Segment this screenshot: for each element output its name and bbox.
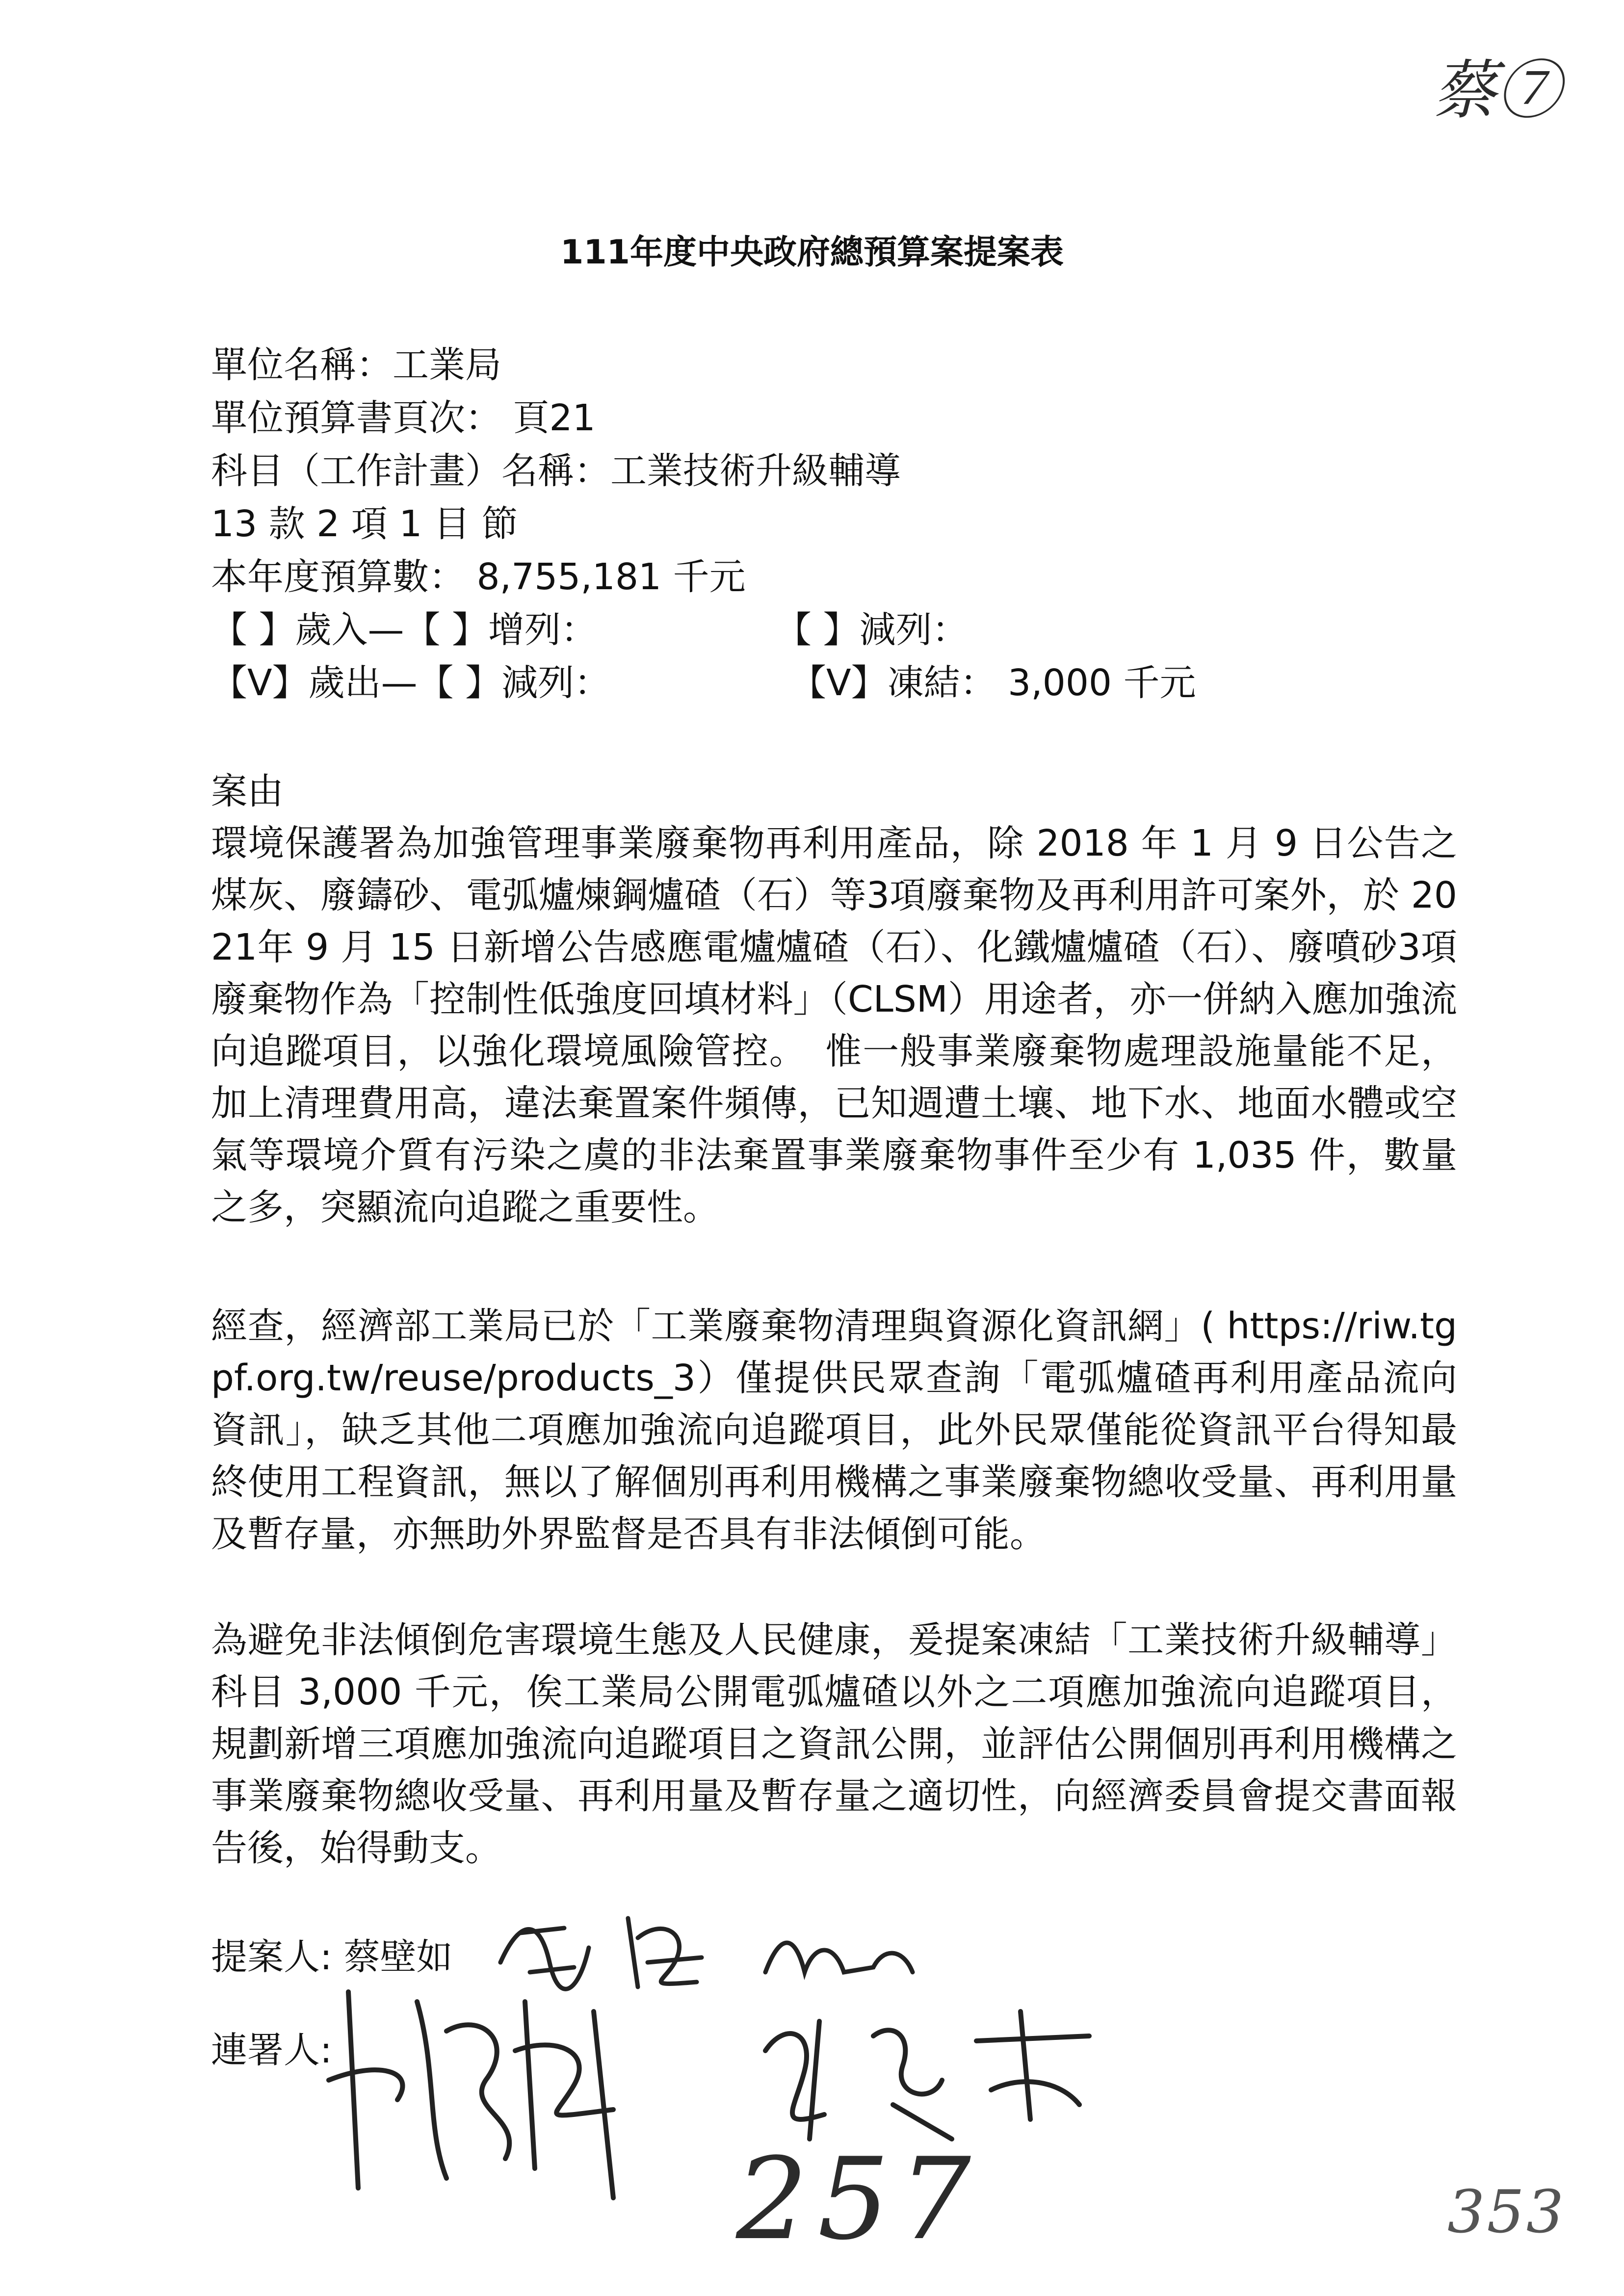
expense-decrease: 【V】歲出—【 】減列： <box>211 662 611 704</box>
proposal-meta <box>211 339 1487 709</box>
case-heading: 案由 <box>211 770 284 812</box>
resolution-section <box>211 1614 1457 1874</box>
case-paragraph-2: 經查，經濟部工業局已於「工業廢棄物清理與資源化資訊網」( https://riw.tgpf.org.tw/reuse/products_3）僅提供民眾查詢「電弧爐碴再利用產品流向資訊」，缺乏其他二項應加強流向追蹤項目，此外民眾僅能從資訊平台得知最終使用工程資訊，無以了解個別再利用機構之事業廢棄物總收受量、再利用量及暫存量，亦無助外界監督是否具有非法傾倒可能。 <box>211 1305 1457 1555</box>
stamp-number: 257 <box>736 2134 981 2265</box>
revenue-increase: 【 】歲入—【 】增列： <box>211 609 598 651</box>
proposer-label: 提案人: 蔡壁如 <box>211 1936 453 1978</box>
document-title: 111年度中央政府總預算案提案表 <box>560 233 1064 272</box>
corner-handwritten-mark: 蔡⑦ <box>1433 53 1561 128</box>
findings-section <box>211 1300 1457 1560</box>
case-section <box>211 765 1457 1233</box>
annual-budget: 本年度預算數： 8,755,181 千元 <box>211 556 746 598</box>
budget-codes: 13 款 2 項 1 目 節 <box>211 503 518 545</box>
case-paragraph-3: 為避免非法傾倒危害環境生態及人民健康，爰提案凍結「工業技術升級輔導」科目 3,000 千元，俟工業局公開電弧爐碴以外之二項應加強流向追蹤項目，規劃新增三項應加強流向追蹤項目之資訊公開，並評估公開個別再利用機構之事業廢棄物總收受量、再利用量及暫存量之適切性，向經濟委員會提交書面報告後，始得動支。 <box>211 1619 1457 1869</box>
unit-name: 單位名稱：工業局 <box>211 344 501 386</box>
revenue-decrease: 【 】減列： <box>775 609 969 651</box>
budget-page: 單位預算書頁次： 頁21 <box>211 397 596 439</box>
page-number: 353 <box>1447 2178 1566 2246</box>
cosigner-label: 連署人: <box>211 2029 332 2071</box>
cosigner-signature-1-icon <box>319 1972 662 2208</box>
case-paragraph-1: 環境保護署為加強管理事業廢棄物再利用產品，除 2018 年 1 月 9 日公告之煤灰、廢鑄砂、電弧爐煉鋼爐碴（石）等3項廢棄物及再利用許可案外，於 2021年 9 月 15 日新增公告感應電爐爐碴（石）、化鐵爐爐碴（石）、廢噴砂3項廢棄物作為「控制性低強度回填材料」（CLSM）用途者，亦一併納入應加強流向追蹤項目，以強化環境風險管控。 惟一般事業廢棄物處理設施量能不足，加上清理費用高，違法棄置案件頻傳，已知週遭土壤、地下水、地面水體或空氣等環境介質有污染之虞的非法棄置事業廢棄物事件至少有 1,035 件，數量之多，突顯流向追蹤之重要性。 <box>211 822 1457 1228</box>
subject-name: 科目（工作計畫）名稱：工業技術升級輔導 <box>211 450 901 492</box>
cosigner-signature-2-icon <box>746 1992 1114 2154</box>
expense-freeze: 【V】凍結： 3,000 千元 <box>790 662 1196 704</box>
